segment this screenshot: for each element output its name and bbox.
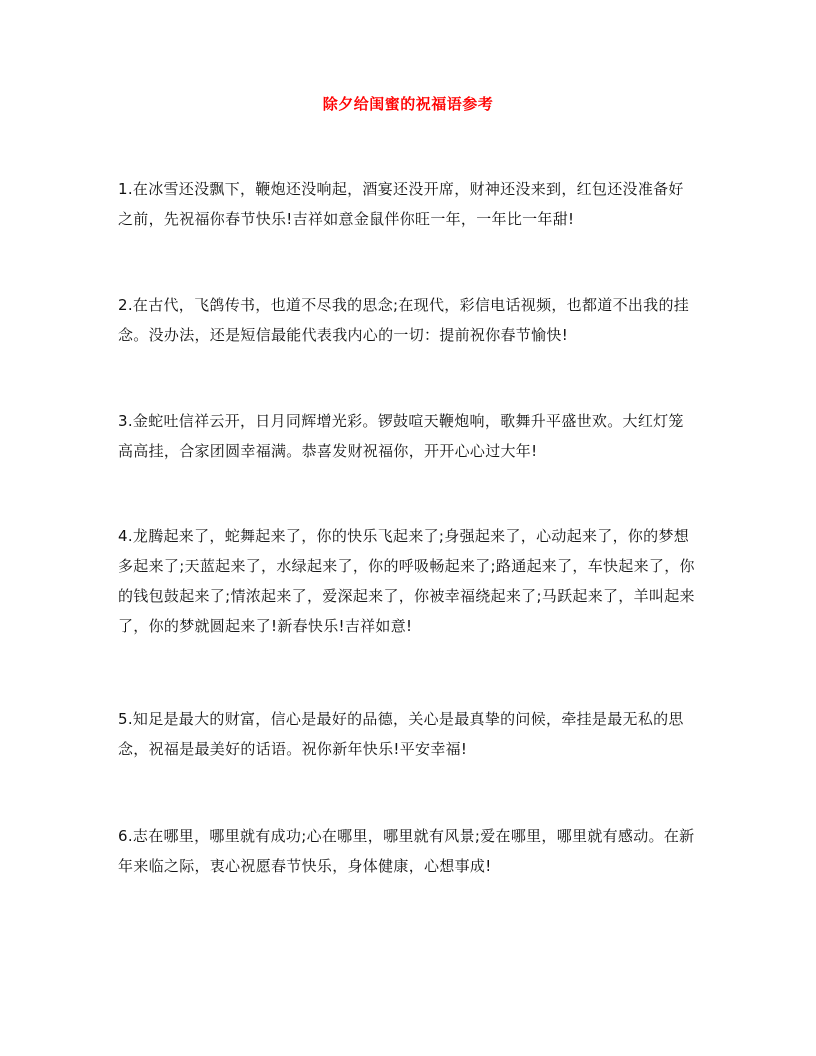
- paragraph-2: 2.在古代，飞鸽传书，也道不尽我的思念;在现代，彩信电话视频，也都道不出我的挂念。没办法，还是短信最能代表我内心的一切：提前祝你春节愉快!: [118, 296, 690, 344]
- paragraph-3: 3.金蛇吐信祥云开，日月同辉增光彩。锣鼓喧天鞭炮响，歌舞升平盛世欢。大红灯笼高高挂，合家团圆幸福满。恭喜发财祝福你，开开心心过大年!: [118, 412, 684, 460]
- paragraph-6: 6.志在哪里，哪里就有成功;心在哪里，哪里就有风景;爱在哪里，哪里就有感动。在新年来临之际，衷心祝愿春节快乐，身体健康，心想事成!: [118, 827, 695, 875]
- paragraph-1: 1.在冰雪还没飘下，鞭炮还没响起，酒宴还没开席，财神还没来到，红包还没准备好之前，先祝福你春节快乐!吉祥如意金鼠伴你旺一年，一年比一年甜!: [118, 180, 684, 228]
- paragraph-4: 4.龙腾起来了，蛇舞起来了，你的快乐飞起来了;身强起来了，心动起来了，你的梦想多起来了;天蓝起来了，水绿起来了，你的呼吸畅起来了;路通起来了，车快起来了，你的钱包鼓起来了;情浓起来了，爱深起来了，你被幸福绕起来了;马跃起来了，羊叫起来了，你的梦就圆起来了!新春快乐!吉祥如意!: [118, 527, 695, 635]
- document-title: 除夕给闺蜜的祝福语参考: [322, 95, 494, 113]
- paragraph-5: 5.知足是最大的财富，信心是最好的品德，关心是最真挚的问候，牵挂是最无私的思念，祝福是最美好的话语。祝你新年快乐!平安幸福!: [118, 710, 684, 758]
